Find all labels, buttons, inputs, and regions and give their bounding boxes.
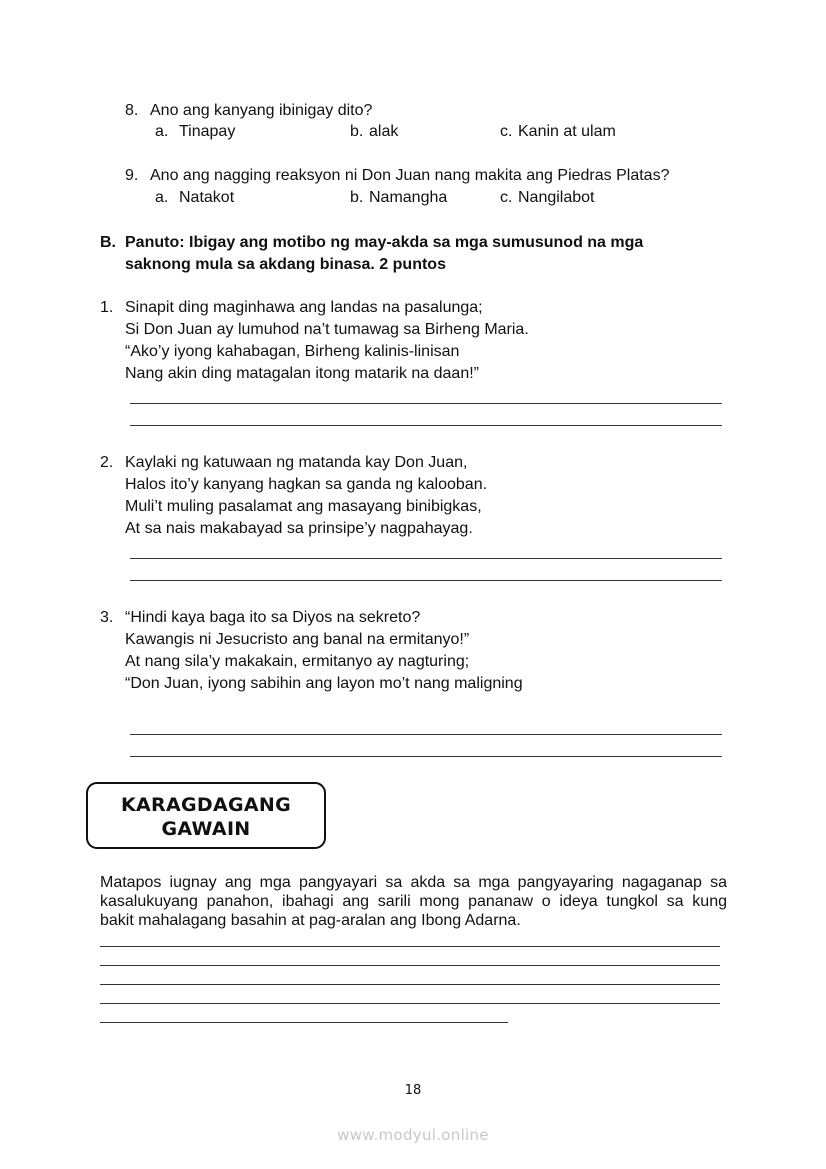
answer-line[interactable] bbox=[100, 984, 720, 985]
answer-line[interactable] bbox=[130, 425, 722, 426]
stanza-line: Nang akin ding matagalan itong matarik na daan!” bbox=[125, 365, 479, 382]
question-text: Ano ang nagging reaksyon ni Don Juan nang makita ang Piedras Platas? bbox=[150, 167, 670, 184]
section-label: B. bbox=[100, 234, 116, 251]
stanza-line: Muli’t muling pasalamat ang masayang binibigkas, bbox=[125, 498, 482, 515]
option-letter: c. bbox=[500, 189, 513, 206]
option-letter: b. bbox=[350, 123, 364, 140]
option-a: Tinapay bbox=[179, 123, 236, 140]
stanza-line: “Hindi kaya baga ito sa Diyos na sekreto? bbox=[125, 609, 421, 626]
answer-line[interactable] bbox=[100, 946, 720, 947]
stanza-line: Si Don Juan ay lumuhod na’t tumawag sa Birheng Maria. bbox=[125, 321, 529, 338]
stanza-line: Sinapit ding maginhawa ang landas na pasalunga; bbox=[125, 299, 483, 316]
answer-line[interactable] bbox=[100, 965, 720, 966]
option-letter: b. bbox=[350, 189, 364, 206]
stanza-line: “Ako’y iyong kahabagan, Birheng kalinis-linisan bbox=[125, 343, 460, 360]
option-letter: a. bbox=[155, 123, 169, 140]
answer-line[interactable] bbox=[130, 403, 722, 404]
instruction-line-2: saknong mula sa akdang binasa. 2 puntos bbox=[125, 256, 446, 273]
option-c: Kanin at ulam bbox=[518, 123, 616, 140]
stanza-line: At sa nais makabayad sa prinsipe’y nagpahayag. bbox=[125, 520, 473, 537]
answer-line[interactable] bbox=[100, 1022, 508, 1023]
stanza-line: At nang sila’y makakain, ermitanyo ay nagturing; bbox=[125, 653, 470, 670]
stanza-number: 3. bbox=[100, 609, 114, 626]
option-b: alak bbox=[369, 123, 399, 140]
question-text: Ano ang kanyang ibinigay dito? bbox=[150, 102, 373, 119]
option-b: Namangha bbox=[369, 189, 448, 206]
instruction-line: kasalukuyang panahon, ibahagi ang sarili mong pananaw o ideya tungkol sa kung bbox=[100, 893, 727, 910]
header-title-line-1: KARAGDAGANG bbox=[121, 794, 291, 816]
karagdagang-gawain-header bbox=[86, 782, 326, 849]
stanza-number: 1. bbox=[100, 299, 114, 316]
answer-line[interactable] bbox=[130, 558, 722, 559]
option-letter: c. bbox=[500, 123, 513, 140]
option-a: Natakot bbox=[179, 189, 235, 206]
header-title-line-2: GAWAIN bbox=[161, 818, 251, 840]
watermark: www.modyul.online bbox=[337, 1126, 489, 1144]
answer-line[interactable] bbox=[130, 756, 722, 757]
option-letter: a. bbox=[155, 189, 169, 206]
stanza-line: Halos ito’y kanyang hagkan sa ganda ng kalooban. bbox=[125, 476, 488, 493]
stanza-line: “Don Juan, iyong sabihin ang layon mo’t nang maligning bbox=[125, 675, 523, 692]
option-c: Nangilabot bbox=[518, 189, 595, 206]
stanza-line: Kaylaki ng katuwaan ng matanda kay Don Juan, bbox=[125, 454, 468, 471]
instruction-line: Matapos iugnay ang mga pangyayari sa akda sa mga pangyayaring nagaganap sa bbox=[100, 874, 727, 891]
stanza-number: 2. bbox=[100, 454, 114, 471]
answer-line[interactable] bbox=[100, 1003, 720, 1004]
question-number: 8. bbox=[125, 102, 139, 119]
answer-line[interactable] bbox=[130, 580, 722, 581]
instruction-line: bakit mahalagang basahin at pag-aralan ang Ibong Adarna. bbox=[100, 912, 521, 929]
answer-line[interactable] bbox=[130, 734, 722, 735]
instruction-line-1: Panuto: Ibigay ang motibo ng may-akda sa mga sumusunod na mga bbox=[125, 234, 644, 251]
question-number: 9. bbox=[125, 167, 139, 184]
stanza-line: Kawangis ni Jesucristo ang banal na ermitanyo!” bbox=[125, 631, 470, 648]
page-number: 18 bbox=[404, 1083, 422, 1098]
